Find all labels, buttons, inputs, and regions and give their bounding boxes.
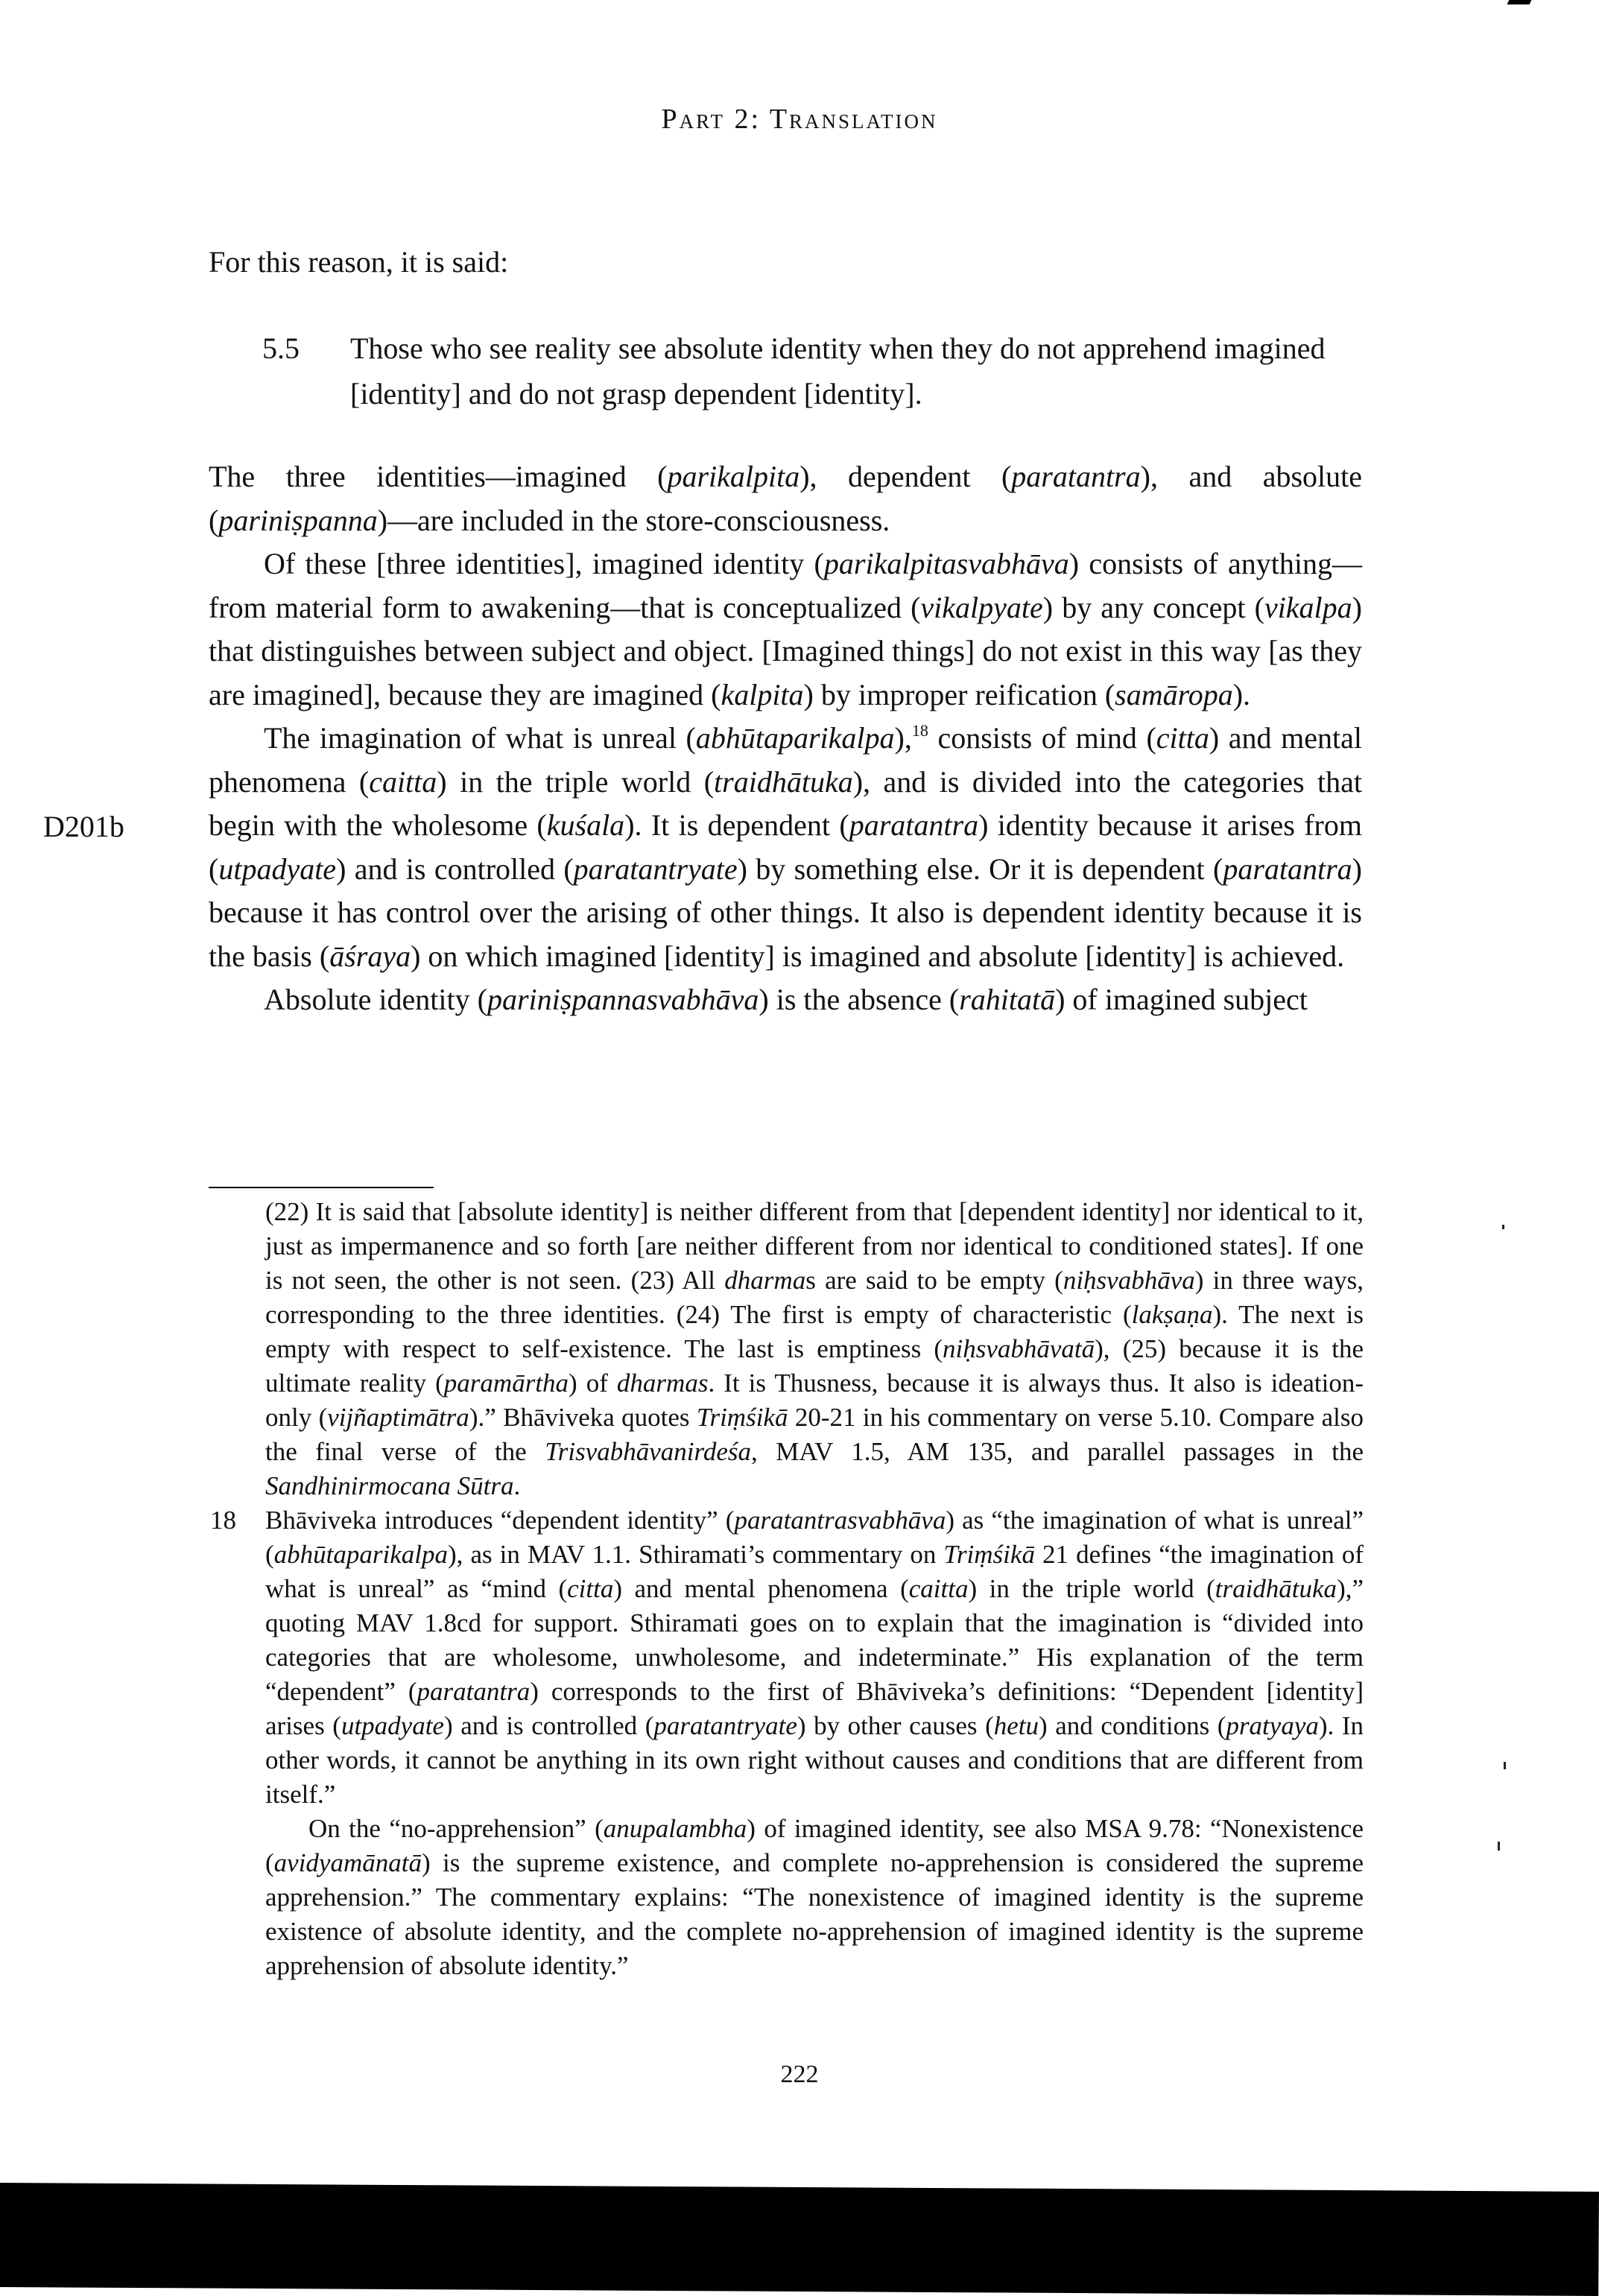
sanskrit-term: anupalambha xyxy=(603,1814,747,1843)
text-run: ) consists of anything—from material form to awakening—that is conceptualized ( xyxy=(209,547,1362,624)
paragraph-dependent-identity xyxy=(209,717,1362,978)
text-run: The three identities—imagined ( xyxy=(209,460,668,493)
sanskrit-term: traidhātuka xyxy=(714,764,853,799)
text-run: . It is Thusness, because it is always thus. It also is ideation-only ( xyxy=(265,1369,1364,1432)
sanskrit-term: caitta xyxy=(908,1574,969,1603)
sanskrit-term: citta xyxy=(1156,721,1209,755)
text-run: ) of imagined identity, see also MSA 9.78: “Nonexistence ( xyxy=(265,1814,1364,1877)
text-run: ), xyxy=(894,721,912,755)
text-run: . xyxy=(513,1471,521,1500)
scan-corner-mark xyxy=(1507,0,1532,4)
text-run: ) by other causes ( xyxy=(797,1711,994,1740)
text-title: Sandhinirmocana Sūtra xyxy=(265,1471,514,1500)
verse-text: Those who see reality see absolute identity when they do not apprehend imagined [identity] and do not grasp dependent [identity]. xyxy=(350,332,1326,410)
sanskrit-term: vikalpa xyxy=(1264,590,1352,624)
text-title: Triṃśikā xyxy=(943,1540,1035,1569)
sanskrit-term: caitta xyxy=(369,764,437,799)
text-run: ) as “the imagination of what is unreal” ( xyxy=(265,1506,1364,1569)
footnote-reference-18[interactable]: 18 xyxy=(911,721,928,740)
sanskrit-term: paratantryate xyxy=(573,852,738,886)
sanskrit-term: parikalpita xyxy=(667,460,800,493)
footnote-continued xyxy=(265,1195,1364,1503)
text-run: ) and mental phenomena ( xyxy=(613,1574,909,1603)
footnote-18-paragraph-2 xyxy=(265,1812,1364,1983)
sanskrit-term: lakṣaṇa xyxy=(1131,1300,1213,1329)
sanskrit-term: utpadyate xyxy=(341,1711,444,1740)
sanskrit-term: hetu xyxy=(993,1711,1039,1740)
text-run: ) in the triple world ( xyxy=(968,1574,1215,1603)
text-run: ) corresponds to the first of Bhāviveka’s definitions: “Dependent [identity] arises ( xyxy=(265,1677,1364,1740)
sanskrit-term: niḥsvabhāvatā xyxy=(943,1334,1095,1363)
text-title: Triṃśikā xyxy=(696,1403,788,1432)
sanskrit-term: paratantra xyxy=(849,808,979,842)
paragraph-imagined-identity xyxy=(209,542,1362,717)
verse-block xyxy=(262,326,1365,416)
scan-speck xyxy=(1502,1225,1504,1229)
text-run: ) by any concept ( xyxy=(1042,590,1264,624)
sanskrit-term: paramārtha xyxy=(443,1369,569,1398)
sanskrit-term: kalpita xyxy=(721,677,804,711)
text-run: ), and absolute ( xyxy=(209,460,1363,537)
text-run: ) identity because it arises from ( xyxy=(209,808,1362,886)
lead-in-text: For this reason, it is said: xyxy=(209,245,509,279)
text-run: ) in three ways, corresponding to the three identities. (24) The first is empty of characteristic ( xyxy=(265,1266,1364,1329)
footnote-separator-rule xyxy=(209,1187,434,1188)
text-run: Bhāviveka introduces “dependent identity” ( xyxy=(265,1506,735,1535)
text-run: ). The next is empty with respect to self-existence. The last is emptiness ( xyxy=(265,1300,1364,1363)
sanskrit-term: kuśala xyxy=(546,808,625,842)
scan-speck xyxy=(1504,1762,1506,1769)
sanskrit-term: citta xyxy=(567,1574,614,1603)
text-run: )—are included in the store-consciousness. xyxy=(377,503,890,537)
scan-speck xyxy=(1498,1842,1500,1851)
footnotes-section xyxy=(210,1195,1364,1983)
text-run: ) by improper reification ( xyxy=(803,677,1115,711)
text-run: ), and is divided into the categories that begin with the wholesome ( xyxy=(209,764,1363,842)
text-run: s are said to be empty ( xyxy=(805,1266,1063,1295)
sanskrit-term: pratyaya xyxy=(1226,1711,1319,1740)
sanskrit-term: dharmas xyxy=(616,1369,709,1398)
footnote-18-paragraph-1 xyxy=(265,1503,1364,1812)
text-run: 20-21 in his commentary on verse 5.10. Compare also the final verse of the xyxy=(265,1403,1364,1466)
marginal-page-reference: D201b xyxy=(43,810,124,843)
sanskrit-term: paratantra xyxy=(1223,852,1352,886)
sanskrit-term: utpadyate xyxy=(218,852,337,886)
sanskrit-term: abhūtaparikalpa xyxy=(273,1540,448,1569)
sanskrit-term: paratantra xyxy=(1011,460,1141,493)
paragraph-three-identities xyxy=(209,455,1362,542)
sanskrit-term: avidyamānatā xyxy=(273,1848,422,1877)
text-run: ),” quoting MAV 1.8cd for support. Sthiramati goes on to explain that the imagination is “divided into categories that are wholesome, unwholesome, and indeterminate.” His explanation of the term “dependent” ( xyxy=(265,1574,1364,1706)
text-run: (22) It is said that [absolute identity] is neither different from that [dependent identity] nor identical to it, just as impermanence and so forth [are neither different from nor identical to conditioned states]. If one is not seen, the other is not seen. (23) All xyxy=(265,1197,1364,1295)
footnote-number: 18 xyxy=(210,1506,236,1535)
sanskrit-term: traidhātuka xyxy=(1215,1574,1337,1603)
sanskrit-term: dharma xyxy=(724,1266,806,1295)
footnote-18 xyxy=(210,1503,1364,1983)
text-run: ) and is controlled ( xyxy=(443,1711,654,1740)
sanskrit-term: pariniṣpanna xyxy=(218,503,378,537)
text-run: ), dependent ( xyxy=(800,460,1012,493)
text-run: ), (25) because it is the ultimate reality ( xyxy=(265,1334,1364,1398)
text-run: ) on which imagined [identity] is imagined and absolute [identity] is achieved. xyxy=(411,939,1345,973)
sanskrit-term: rahitatā xyxy=(959,983,1056,1016)
page-number: 222 xyxy=(780,2061,819,2088)
sanskrit-term: paratantrasvabhāva xyxy=(734,1506,946,1535)
running-head: Part 2: Translation xyxy=(661,104,938,135)
text-run: ) is the supreme existence, and complete no-apprehension is considered the supreme apprehension.” The commentary explains: “The nonexistence of imagined identity is the supreme existence of absolute identity, and the complete no-apprehension of imagined identity is the supreme apprehension of absolute identity.” xyxy=(265,1848,1364,1980)
sanskrit-term: vijñaptimātra xyxy=(327,1403,469,1432)
sanskrit-term: parikalpitasvabhāva xyxy=(823,547,1069,580)
sanskrit-term: pariniṣpannasvabhāva xyxy=(487,983,759,1016)
text-run: Absolute identity ( xyxy=(264,983,487,1016)
sanskrit-term: abhūtaparikalpa xyxy=(695,721,895,755)
text-run: ) because it has control over the arising of other things. It also is dependent identity because it is the basis ( xyxy=(209,852,1362,973)
text-run: ) of imagined subject xyxy=(1055,983,1308,1016)
text-run: consists of mind ( xyxy=(928,721,1156,755)
text-run: ) by something else. Or it is dependent ( xyxy=(737,852,1223,886)
paragraph-absolute-identity xyxy=(209,978,1362,1022)
text-run: ). It is dependent ( xyxy=(624,808,849,842)
sanskrit-term: paratantryate xyxy=(653,1711,797,1740)
text-run: ). xyxy=(1232,677,1251,711)
main-text xyxy=(209,455,1362,1022)
text-title: Trisvabhāvanirdeśa xyxy=(545,1437,751,1466)
text-run: The imagination of what is unreal ( xyxy=(264,721,696,755)
text-run: ). In other words, it cannot be anything in its own right without causes and conditions that are different from itself.” xyxy=(265,1711,1364,1809)
text-run: 21 defines “the imagination of what is unreal” as “mind ( xyxy=(265,1540,1364,1603)
sanskrit-term: āśraya xyxy=(329,939,411,973)
text-run: Of these [three identities], imagined identity ( xyxy=(264,547,824,580)
text-run: ) of xyxy=(569,1369,617,1398)
text-run: ) and mental phenomena ( xyxy=(209,721,1363,799)
text-run: ) that distinguishes between subject and object. [Imagined things] do not exist in this way [as they are imagined], because they are imagined ( xyxy=(209,590,1362,711)
sanskrit-term: vikalpyate xyxy=(920,590,1043,624)
text-run: ).” Bhāviveka quotes xyxy=(469,1403,697,1432)
text-run: ) in the triple world ( xyxy=(437,764,715,799)
sanskrit-term: samāropa xyxy=(1115,677,1233,711)
text-run: On the “no-apprehension” ( xyxy=(308,1814,604,1843)
text-run: ), as in MAV 1.1. Sthiramati’s commentary on xyxy=(447,1540,944,1569)
scan-bottom-border xyxy=(0,2183,1599,2296)
text-run: ) and conditions ( xyxy=(1039,1711,1226,1740)
text-run: ) is the absence ( xyxy=(759,983,960,1016)
text-run: ) and is controlled ( xyxy=(336,852,574,886)
verse-number: 5.5 xyxy=(262,332,300,365)
text-run: , MAV 1.5, AM 135, and parallel passages in the xyxy=(751,1437,1364,1466)
sanskrit-term: paratantra xyxy=(417,1677,531,1706)
sanskrit-term: niḥsvabhāva xyxy=(1063,1266,1195,1295)
